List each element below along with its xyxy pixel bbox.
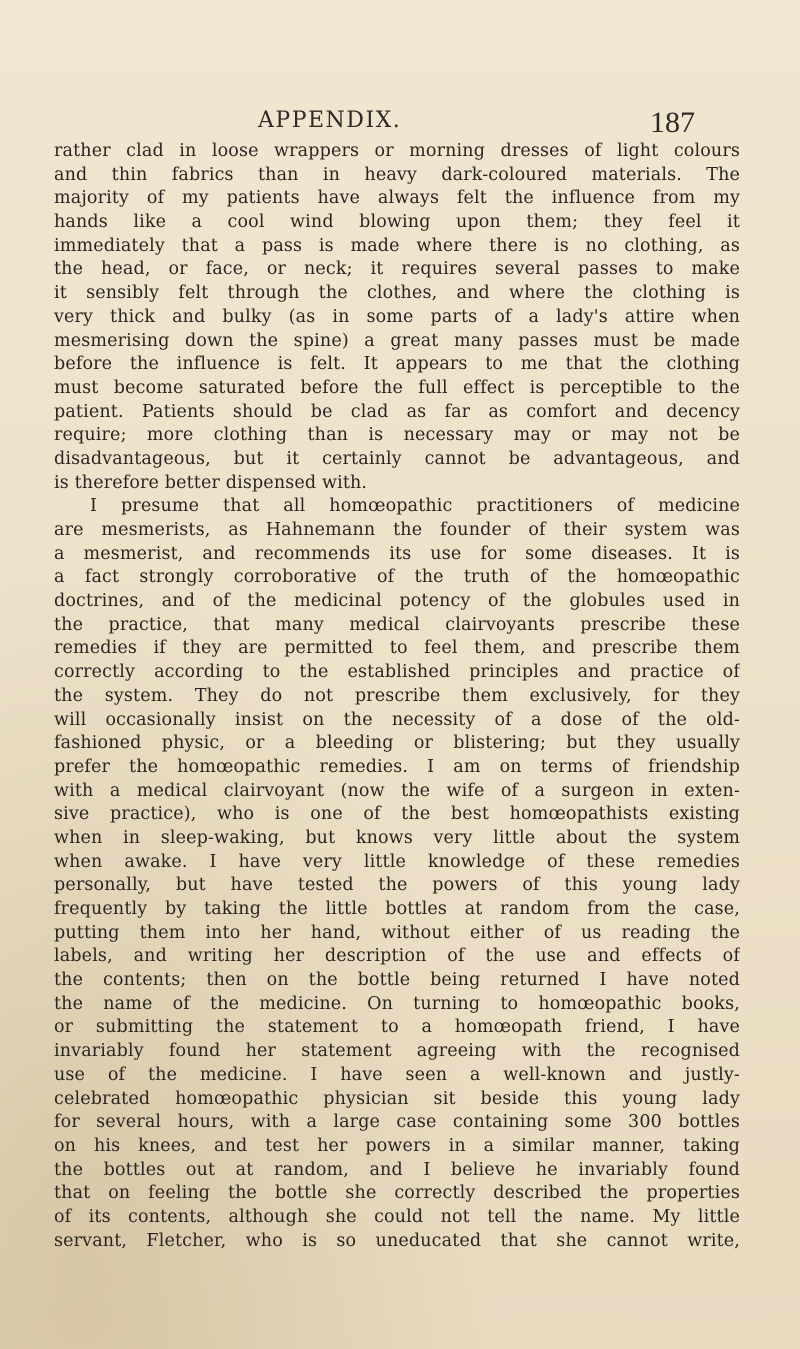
text-line: must become saturated before the full effect is perceptible to the bbox=[54, 377, 740, 398]
text-line: require; more clothing than is necessary may or may not be bbox=[54, 425, 740, 446]
text-line: remedies if they are permitted to feel them, and prescribe them bbox=[54, 638, 740, 659]
text-line: are mesmerists, as Hahnemann the founder of their system was bbox=[54, 520, 740, 540]
text-line: correctly according to the established principles and practice of bbox=[54, 662, 740, 683]
text-line: invariably found her statement agreeing with the recognised bbox=[54, 1041, 740, 1062]
text-line: with a medical clairvoyant (now the wife of a surgeon in exten- bbox=[54, 780, 740, 801]
text-line: fashioned physic, or a bleeding or blistering; but they usually bbox=[54, 733, 740, 754]
text-line: the practice, that many medical clairvoyants prescribe these bbox=[54, 614, 740, 635]
text-line: on his knees, and test her powers in a similar manner, taking bbox=[54, 1135, 740, 1156]
text-line: the head, or face, or neck; it requires several passes to make bbox=[54, 259, 740, 280]
text-line: disadvantageous, but it certainly cannot be advantageous, and bbox=[54, 448, 740, 469]
text-line: celebrated homœopathic physician sit beside this young lady bbox=[54, 1088, 740, 1109]
text-line: that on feeling the bottle she correctly described the properties bbox=[54, 1183, 740, 1204]
text-line: patient. Patients should be clad as far as comfort and decency bbox=[54, 401, 740, 422]
text-line: use of the medicine. I have seen a well-known and justly- bbox=[54, 1064, 740, 1085]
text-line: a fact strongly corroborative of the truth of the homœopathic bbox=[54, 567, 740, 588]
text-line: majority of my patients have always felt the influence from my bbox=[54, 188, 740, 209]
body-text bbox=[54, 140, 740, 1253]
text-line: immediately that a pass is made where there is no clothing, as bbox=[54, 235, 740, 256]
text-line: the name of the medicine. On turning to homœopathic books, bbox=[54, 993, 740, 1014]
page-number: 187 bbox=[650, 106, 695, 139]
text-line: servant, Fletcher, who is so uneducated that she cannot write, bbox=[54, 1230, 740, 1251]
running-head-title: APPENDIX. bbox=[258, 108, 402, 133]
text-line: when awake. I have very little knowledge of these remedies bbox=[54, 851, 740, 872]
text-line: and thin fabrics than in heavy dark-coloured materials. The bbox=[54, 164, 740, 185]
text-line: very thick and bulky (as in some parts of a lady's attire when bbox=[54, 306, 740, 327]
text-line: frequently by taking the little bottles at random from the case, bbox=[54, 899, 740, 919]
text-line: or submitting the statement to a homœopath friend, I have bbox=[54, 1017, 740, 1038]
paragraph-end-line: is therefore better dispensed with. bbox=[54, 472, 368, 493]
text-line: prefer the homœopathic remedies. I am on terms of friendship bbox=[54, 756, 740, 777]
text-line: before the influence is felt. It appears to me that the clothing bbox=[54, 354, 740, 375]
text-line: when in sleep-waking, but knows very little about the system bbox=[54, 827, 740, 848]
text-line: mesmerising down the spine) a great many passes must be made bbox=[54, 330, 740, 351]
text-line: labels, and writing her description of the use and effects of bbox=[54, 946, 740, 967]
text-line: will occasionally insist on the necessity of a dose of the old- bbox=[54, 709, 740, 730]
paragraph-start-line: I presume that all homœopathic practitioners of medicine bbox=[90, 496, 740, 517]
running-head bbox=[0, 108, 800, 138]
text-line: doctrines, and of the medicinal potency of the globules used in bbox=[54, 591, 740, 612]
text-line: for several hours, with a large case containing some 300 bottles bbox=[54, 1112, 740, 1133]
text-line: rather clad in loose wrappers or morning dresses of light colours bbox=[54, 141, 740, 161]
text-line: the contents; then on the bottle being returned I have noted bbox=[54, 970, 740, 991]
text-line: sive practice), who is one of the best homœopathists existing bbox=[54, 804, 740, 825]
text-line: of its contents, although she could not tell the name. My little bbox=[54, 1206, 740, 1227]
text-line: personally, but have tested the powers of this young lady bbox=[54, 875, 740, 896]
text-line: the system. They do not prescribe them exclusively, for they bbox=[54, 685, 740, 706]
text-line: the bottles out at random, and I believe he invariably found bbox=[54, 1159, 740, 1180]
text-line: it sensibly felt through the clothes, and where the clothing is bbox=[54, 283, 740, 304]
text-line: hands like a cool wind blowing upon them; they feel it bbox=[54, 212, 740, 233]
text-line: a mesmerist, and recommends its use for some diseases. It is bbox=[54, 543, 740, 564]
text-line: putting them into her hand, without either of us reading the bbox=[54, 922, 740, 943]
